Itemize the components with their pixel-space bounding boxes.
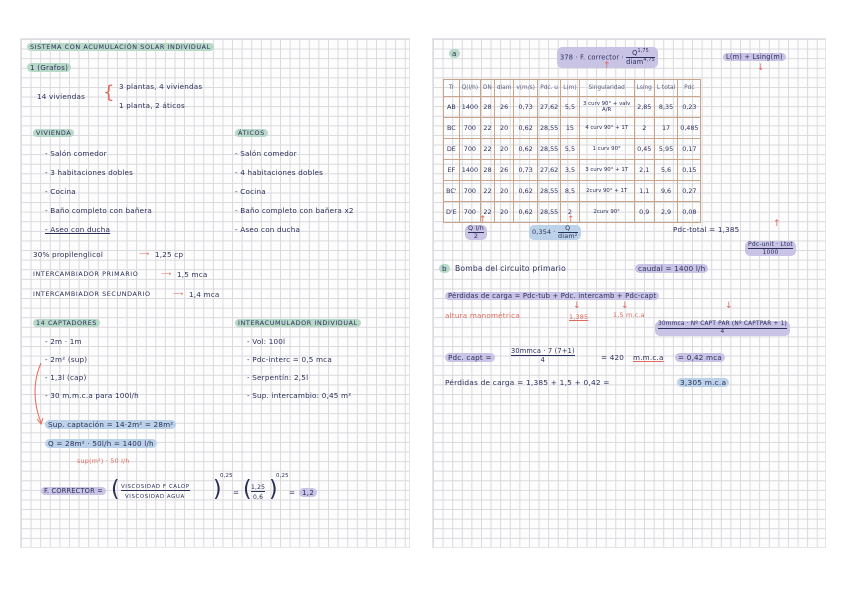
arrow-up-icon: ↑: [603, 61, 611, 71]
formula-num-exp: 1,75: [637, 49, 649, 54]
caudal-value: caudal = 1400 l/h: [635, 264, 708, 273]
section-1-heading: 1 (Grafos): [27, 63, 71, 72]
column-header: Lsing: [634, 80, 654, 97]
table-cell: 3,5: [561, 160, 579, 181]
table-cell: 5,5: [561, 139, 579, 160]
table-row: [444, 160, 701, 181]
paren-open-icon: (: [243, 477, 252, 502]
table-cell: 0,27: [678, 181, 701, 202]
table-cell: 22: [481, 118, 495, 139]
table-cell: EF: [444, 160, 460, 181]
interacumulador-item: - Sup. intercambio: 0,45 m²: [247, 391, 351, 400]
table-cell: DE: [444, 139, 460, 160]
table-cell: 5,95: [654, 139, 677, 160]
paren-close-icon: ): [213, 477, 222, 502]
captadores-item: - 2m · 1m: [45, 337, 82, 346]
factor-eq-numerator: 1,25: [251, 484, 266, 491]
aticos-item: - Salón comedor: [235, 149, 297, 158]
interacumulador-heading: INTERACUMULADOR INDIVIDUAL: [235, 319, 361, 327]
q-half-den: 2: [473, 232, 479, 240]
table-cell: 1400: [459, 160, 480, 181]
column-header: Pdc: [678, 80, 701, 97]
table-cell: 3 curv 90° + 1T: [579, 160, 634, 181]
arrow-right-icon: ⟶: [161, 269, 172, 278]
factor-numerator: VISCOSIDAD F CALOP: [121, 484, 190, 490]
curved-arrow-icon: [27, 361, 47, 429]
table-cell: 0,23: [678, 97, 701, 118]
table-cell: 700: [459, 139, 480, 160]
label-b: b: [439, 264, 450, 273]
table-cell: 0,9: [634, 202, 654, 223]
table-cell: 28: [481, 97, 495, 118]
table-row: [444, 97, 701, 118]
table-cell: 2: [634, 118, 654, 139]
table-cell: 15: [561, 118, 579, 139]
capt-formula-den: 4: [720, 329, 725, 335]
table-cell: D'E: [444, 202, 460, 223]
pdc-unit-total-num: Pdc-unit · Ltot: [748, 241, 793, 248]
table-cell: 5,5: [561, 97, 579, 118]
captadores-heading: 14 CAPTADORES: [33, 319, 100, 327]
table-cell: 0,08: [678, 202, 701, 223]
table-cell: 28: [481, 160, 495, 181]
aticos-item: - 4 habitaciones dobles: [235, 168, 323, 177]
arrow-right-icon: ⟶: [139, 249, 150, 258]
table-cell: 26: [494, 160, 514, 181]
factor-result: 1,2: [299, 488, 317, 497]
page-title: SISTEMA CON ACUMULACIÓN SOLAR INDIVIDUAL: [27, 43, 214, 51]
factor-eq-denominator: 0,6: [253, 494, 264, 501]
table-cell: 28,55: [537, 118, 560, 139]
arrow-down-icon: ↓: [573, 301, 581, 311]
column-header: DN: [481, 80, 495, 97]
table-header-row: [444, 80, 701, 97]
arrow-down-icon: ↓: [621, 301, 629, 311]
table-cell: 17: [654, 118, 677, 139]
table-cell: 0,15: [678, 160, 701, 181]
factor-eq-exponent: 0,25: [276, 473, 289, 479]
label-a: a: [449, 49, 460, 58]
table-cell: 20: [494, 139, 514, 160]
table-cell: 2curv 90°: [579, 202, 634, 223]
pdc-capt-den: 4: [540, 356, 546, 364]
ltotal-formula: L(m) + Lsing(m): [723, 53, 786, 61]
capt-formula-num: 30mmca · Nº CAPT PAR (Nº CAPTPAR + 1): [658, 321, 787, 327]
pdc-capt-num: 30mmca · 7 (7+1): [511, 347, 575, 355]
velocity-num: Q: [558, 225, 578, 233]
column-header: Q(l/h): [459, 80, 480, 97]
pdc-capt-mid: = 420: [601, 353, 625, 362]
table-cell: 28,55: [537, 181, 560, 202]
table-cell: 20: [494, 118, 514, 139]
factor-corrector-label: F. CORRECTOR =: [41, 487, 106, 495]
vivienda-heading: VIVIENDA: [33, 129, 74, 137]
value-15: 1,5 m.c.a: [613, 311, 645, 319]
notebook-page-left: [20, 38, 410, 548]
table-cell: 22: [481, 181, 495, 202]
table-cell: AB: [444, 97, 460, 118]
notebook-page-right: [432, 38, 826, 548]
arrow-down-icon: ↓: [757, 63, 765, 73]
aticos-item: - Aseo con ducha: [235, 225, 300, 234]
aticos-item: - Cocina: [235, 187, 266, 196]
table-cell: 1 curv 90°: [579, 139, 634, 160]
column-header: diam: [494, 80, 514, 97]
table-cell: BC': [444, 181, 460, 202]
table-cell: 5,6: [654, 160, 677, 181]
value-1385: 1,385: [569, 313, 589, 321]
aticos-item: - Baño completo con bañera x2: [235, 206, 354, 215]
table-row: [444, 181, 701, 202]
velocity-den: diam²: [558, 232, 578, 240]
table-cell: BC: [444, 118, 460, 139]
equals-sign: =: [289, 488, 296, 497]
table-cell: 27,62: [537, 160, 560, 181]
vivienda-item: - Cocina: [45, 187, 76, 196]
table-cell: 28,55: [537, 202, 560, 223]
table-cell: 20: [494, 202, 514, 223]
pdc-unit-total-den: 1000: [762, 249, 779, 256]
table-cell: 20: [494, 181, 514, 202]
table-cell: 0,62: [514, 181, 538, 202]
table-cell: 0,485: [678, 118, 701, 139]
captadores-item: - 30 m.m.c.a para 100l/h: [45, 391, 139, 400]
intercambiador-primario-value: 1,5 mca: [177, 270, 208, 279]
table-cell: 2curv 90° + 1T: [579, 181, 634, 202]
factor-denominator: VISCOSIDAD AGUA: [125, 494, 185, 500]
pdc-unit-formula-left: 378 · F. corrector ·: [560, 53, 624, 62]
table-cell: 1400: [459, 97, 480, 118]
bomba-title: Bomba del circuito primario: [455, 264, 566, 273]
caudal-note: sup(m²) · 50 l/h: [77, 457, 130, 465]
table-cell: 1,1: [634, 181, 654, 202]
brace-icon: {: [103, 82, 115, 103]
table-cell: 0,73: [514, 160, 538, 181]
intercambiador-primario-label: INTERCAMBIADOR PRIMARIO: [33, 270, 139, 278]
table-cell: 22: [481, 139, 495, 160]
table-cell: 26: [494, 97, 514, 118]
column-header: Singularidad: [579, 80, 634, 97]
pdc-total: Pdc-total = 1,385: [673, 225, 740, 234]
table-cell: 2,9: [654, 202, 677, 223]
formula-num: Q: [632, 49, 638, 58]
perdidas-formula: Pérdidas de carga = Pdc-tub + Pdc. intercamb + Pdc-capt: [445, 292, 659, 300]
table-cell: 2: [561, 202, 579, 223]
table-cell: 8,5: [561, 181, 579, 202]
vivienda-item: - Salón comedor: [45, 149, 107, 158]
sup-captacion: Sup. captación = 14·2m² = 28m²: [45, 420, 176, 429]
table-cell: 2,85: [634, 97, 654, 118]
table-cell: 8,35: [654, 97, 677, 118]
table-cell: 0,62: [514, 202, 538, 223]
column-header: L(m): [561, 80, 579, 97]
intercambiador-secundario-label: INTERCAMBIADOR SECUNDARIO: [33, 290, 151, 298]
q-half-formula: [465, 225, 487, 240]
altura-manometrica: altura manométrica: [445, 311, 520, 320]
table-cell: 4 curv 90° + 1T: [579, 118, 634, 139]
equals-sign: =: [233, 488, 240, 497]
dwellings-count: 14 viviendas: [37, 92, 86, 101]
factor-exponent: 0,25: [220, 473, 233, 479]
q-half-num: Q l/h: [468, 224, 485, 232]
column-header: L total: [654, 80, 677, 97]
table-cell: 700: [459, 202, 480, 223]
table-cell: 27,62: [537, 97, 560, 118]
capt-formula: [655, 321, 790, 336]
velocity-formula: [529, 225, 581, 240]
velocity-formula-left: 0,354 ·: [532, 228, 556, 236]
captadores-item: - 2m² (sup): [45, 355, 87, 364]
pdc-capt-fraction: [511, 347, 575, 364]
paren-close-icon: ): [269, 477, 278, 502]
table-cell: 0,62: [514, 139, 538, 160]
table-row: [444, 118, 701, 139]
table-cell: 28,55: [537, 139, 560, 160]
perdidas-final: Pérdidas de carga = 1,385 + 1,5 + 0,42 =: [445, 378, 610, 387]
perdidas-final-result: 3,305 m.c.a: [677, 378, 729, 387]
interacumulador-item: - Serpentín: 2,5l: [247, 373, 308, 382]
table-cell: 700: [459, 181, 480, 202]
interacumulador-item: - Vol: 100l: [247, 337, 285, 346]
intercambiador-secundario-value: 1,4 mca: [189, 290, 220, 299]
column-header: v(m/s): [514, 80, 538, 97]
propilenglicol-value: 1,25 cp: [155, 250, 184, 259]
pdc-capt-label: Pdc. capt =: [445, 353, 495, 362]
table-cell: 0,45: [634, 139, 654, 160]
arrow-down-icon: ↑: [479, 215, 487, 225]
arrow-up-icon: ↑: [773, 219, 781, 229]
table-cell: 0,62: [514, 118, 538, 139]
column-header: Tr: [444, 80, 460, 97]
vivienda-item: - Baño completo con bañera: [45, 206, 152, 215]
formula-den-exp: 4,75: [643, 58, 655, 64]
table-cell: 0,73: [514, 97, 538, 118]
table-row: [444, 139, 701, 160]
arrow-right-icon: ⟶: [173, 289, 184, 298]
arrow-down-icon: ↓: [725, 301, 733, 311]
table-cell: 3 curv 90° + valv A/R: [579, 97, 634, 118]
table-cell: 0,17: [678, 139, 701, 160]
branch-top: 3 plantas, 4 viviendas: [119, 82, 203, 91]
aticos-heading: ÁTICOS: [235, 129, 268, 137]
captadores-item: - 1,3l (cap): [45, 373, 87, 382]
propilenglicol-label: 30% propilenglicol: [33, 250, 104, 259]
vivienda-item: - 3 habitaciones dobles: [45, 168, 133, 177]
interacumulador-item: - Pdc-interc = 0,5 mca: [247, 355, 332, 364]
table-cell: 700: [459, 118, 480, 139]
table-cell: 9,6: [654, 181, 677, 202]
arrow-up-icon: ↑: [567, 215, 575, 225]
formula-den: diam: [626, 58, 644, 67]
vivienda-item: - Aseo con ducha: [45, 225, 110, 234]
pipe-table: [443, 79, 701, 223]
branch-bottom: 1 planta, 2 áticos: [119, 101, 185, 110]
table-cell: 22: [481, 202, 495, 223]
pdc-capt-result: = 0,42 mca: [675, 353, 725, 362]
table-cell: 2,1: [634, 160, 654, 181]
pdc-unit-total-formula: [745, 241, 796, 256]
column-header: Pdc. u: [537, 80, 560, 97]
paren-open-icon: (: [111, 477, 120, 502]
caudal-q: Q = 28m² · 50l/h = 1400 l/h: [45, 439, 157, 448]
pdc-capt-units: m.m.c.a: [633, 353, 664, 362]
